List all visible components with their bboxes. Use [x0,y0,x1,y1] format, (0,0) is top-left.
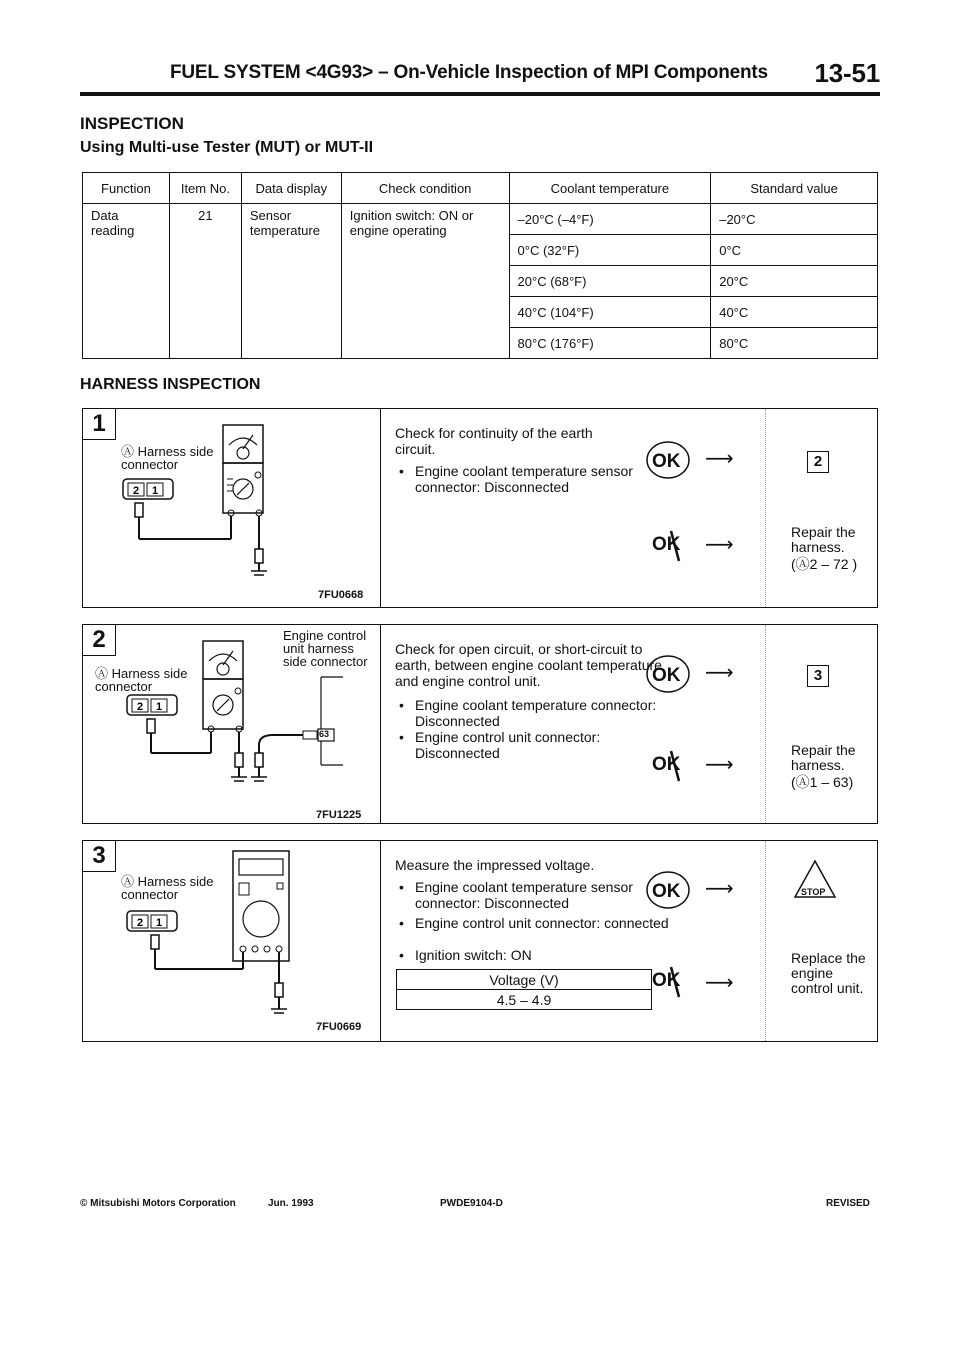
check-condition-cell: Ignition switch: ON or engine operating [341,204,509,359]
col-header: Coolant temperature [509,173,711,204]
header-rule [80,92,880,96]
stop-label: STOP [801,887,826,897]
footer-revised: REVISED [826,1198,870,1209]
ok-label: OK [652,881,681,902]
step-bullet: • Engine control unit connector: Disconnected [399,729,665,761]
step-number: 3 [83,841,116,872]
step-number: 2 [83,625,116,656]
standard-cell: –20°C [711,204,878,235]
ng-label: OK [652,754,681,775]
ng-reference: (Ⓐ2 – 72 ) [791,556,858,572]
arrow-icon: ⟶ [705,448,734,470]
ecu-harness-label: Engine control unit harness side connector [283,628,368,669]
svg-text:1: 1 [155,701,163,713]
coolant-cell: 80°C (176°F) [509,328,711,359]
svg-text:1: 1 [155,917,163,929]
mut-data-table [82,172,878,359]
data-display-cell: Sensor temperature [241,204,341,359]
item-no-cell: 21 [169,204,241,359]
step-instruction: Measure the impressed voltage. [395,857,595,873]
arrow-icon: ⟶ [705,754,734,776]
ng-label: OK [652,534,681,555]
coolant-cell: 20°C (68°F) [509,266,711,297]
table-header-row [83,173,878,204]
page-header [170,58,880,88]
col-header: Standard value [711,173,878,204]
inspection-heading: INSPECTION [80,114,184,133]
ng-reference: (Ⓐ1 – 63) [791,774,854,790]
step-3-box [82,840,878,1042]
step-bullet: • Engine coolant temperature sensor connector: Disconnected [399,879,669,911]
voltage-header: Voltage (V) [397,970,652,990]
svg-text:2: 2 [132,485,140,497]
step-bullet: • Ignition switch: ON [399,947,669,963]
ng-result: Replace the engine control unit. [791,950,866,996]
ng-result: Repair the harness. [791,742,856,773]
next-step-ref: 2 [807,451,829,473]
standard-cell: 0°C [711,235,878,266]
voltage-table [396,969,652,1010]
arrow-icon: ⟶ [705,662,734,684]
figure-code: 7FU0669 [316,1021,362,1033]
step-number: 1 [83,409,116,440]
next-step-ref: 3 [807,665,829,687]
ng-label: OK [652,970,681,991]
ok-label: OK [652,665,681,686]
col-header: Check condition [341,173,509,204]
inspection-subheading: Using Multi-use Tester (MUT) or MUT-II [80,139,374,156]
col-header: Item No. [169,173,241,204]
col-header: Data display [241,173,341,204]
step-2-box [82,624,878,824]
coolant-cell: –20°C (–4°F) [509,204,711,235]
harness-side-label: Ⓐ Harness side connector [95,666,188,694]
arrow-icon: ⟶ [705,972,734,994]
function-cell: Data reading [83,204,170,359]
step-bullet: • Engine coolant temperature sensor connector: Disconnected [399,463,655,495]
step-instruction: Check for continuity of the earth circuit. [395,425,593,457]
ok-label: OK [652,451,681,472]
multimeter-diagram [83,409,380,607]
page-number: 13-51 [814,58,880,88]
step-1-box [82,408,878,608]
step-bullet: • Engine coolant temperature connector: Disconnected [399,697,665,729]
ng-result: Repair the harness. [791,524,856,555]
footer-date: Jun. 1993 [268,1198,314,1209]
coolant-cell: 0°C (32°F) [509,235,711,266]
harness-side-label: Ⓐ Harness side connector [121,444,214,472]
harness-side-label: Ⓐ Harness side connector [121,874,214,902]
voltage-value: 4.5 – 4.9 [397,990,652,1010]
header-title: FUEL SYSTEM <4G93> – On-Vehicle Inspection of MPI Components [170,62,768,83]
arrow-icon: ⟶ [705,878,734,900]
figure-code: 7FU0668 [318,589,364,601]
standard-cell: 40°C [711,297,878,328]
ecu-pin-label: 63 [319,729,330,739]
step-instruction: Check for open circuit, or short-circuit to earth, between engine coolant temperature and engine control unit. [395,641,662,689]
step-bullet: • Engine control unit connector: connected [399,915,669,931]
arrow-icon: ⟶ [705,534,734,556]
col-header: Function [83,173,170,204]
svg-text:2: 2 [136,917,144,929]
footer-copyright: © Mitsubishi Motors Corporation [80,1198,236,1209]
standard-cell: 20°C [711,266,878,297]
footer-code: PWDE9104-D [440,1198,503,1209]
standard-cell: 80°C [711,328,878,359]
figure-code: 7FU1225 [316,809,362,821]
multimeter-diagram [83,841,380,1041]
svg-text:2: 2 [136,701,144,713]
harness-heading: HARNESS INSPECTION [80,376,261,393]
coolant-cell: 40°C (104°F) [509,297,711,328]
table-row [83,204,878,235]
svg-text:1: 1 [151,485,159,497]
